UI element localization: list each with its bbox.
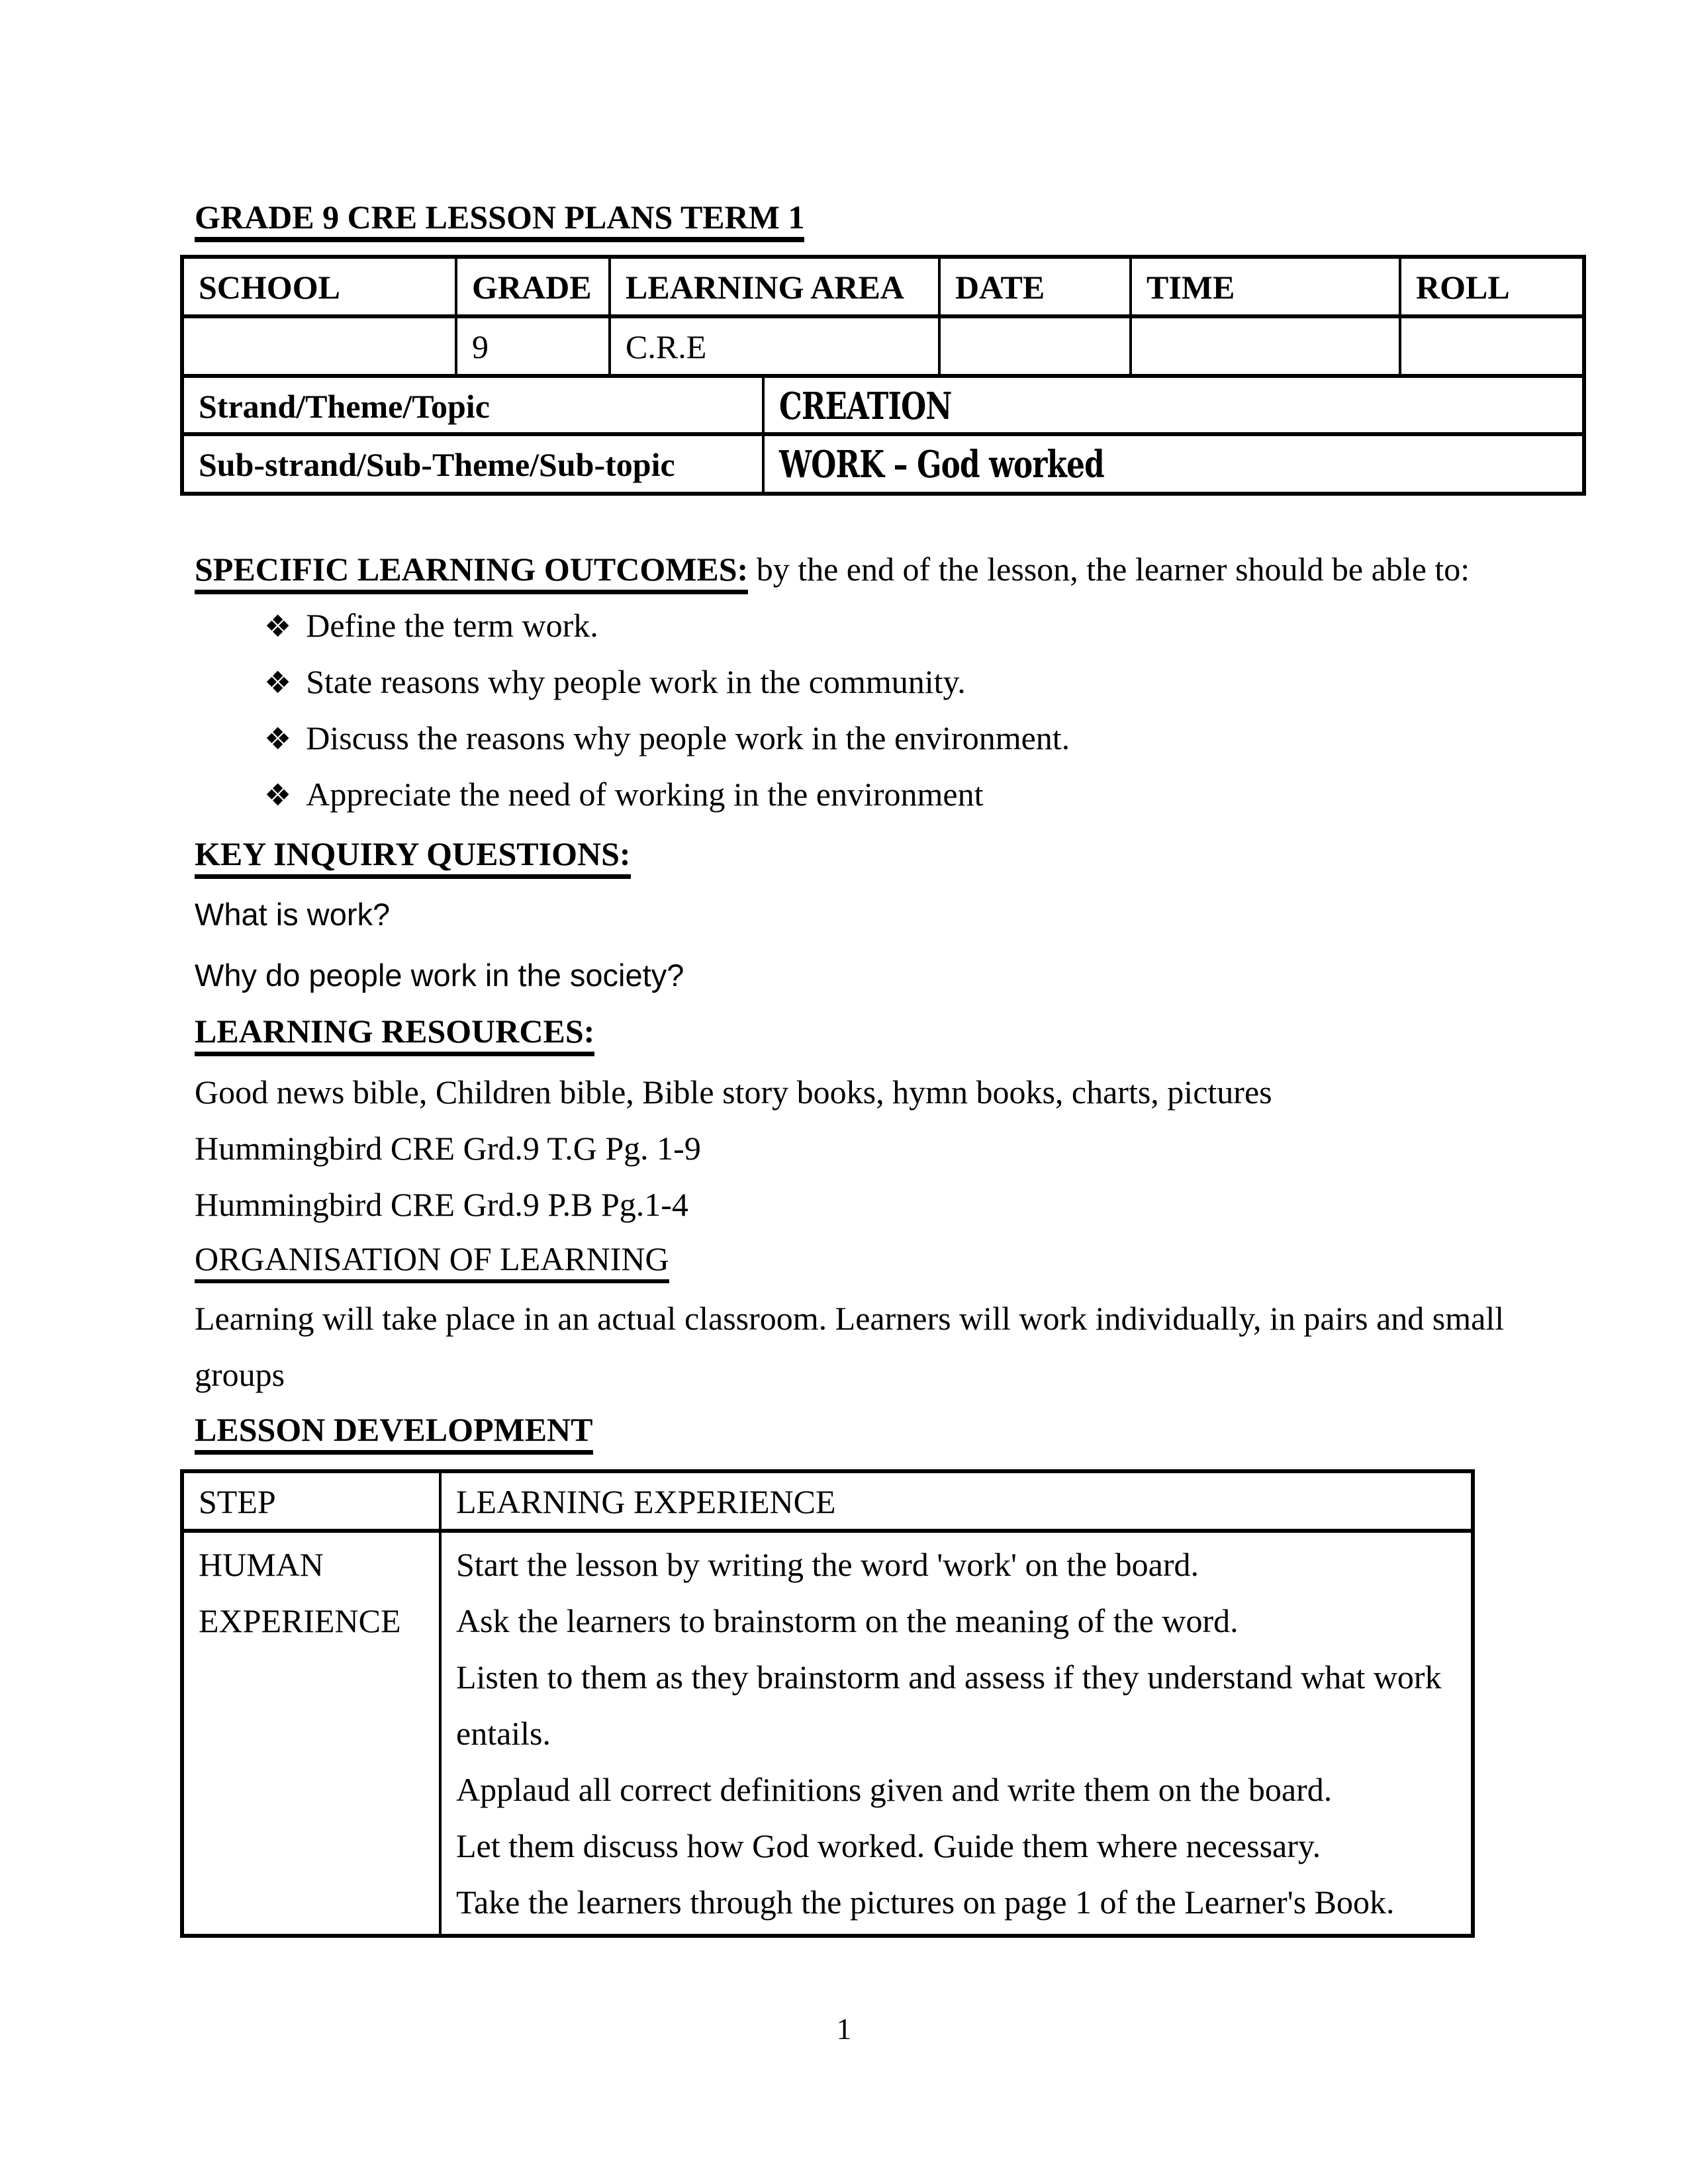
roll-header-cell: ROLL bbox=[1400, 257, 1584, 316]
lesson-info-header-row bbox=[182, 257, 1584, 316]
outcome-item bbox=[264, 774, 984, 815]
lesson-info-table bbox=[180, 255, 1586, 496]
step-value-text: HUMAN EXPERIENCE bbox=[199, 1546, 401, 1639]
lesson-development-body-row bbox=[182, 1531, 1473, 1936]
strand-value-text: CREATION bbox=[779, 385, 952, 428]
outcome-item bbox=[264, 718, 1070, 758]
specific-learning-outcomes-label: SPECIFIC LEARNING OUTCOMES: bbox=[195, 551, 748, 594]
experience-line: Take the learners through the pictures on page 1 of the Learner's Book. bbox=[456, 1884, 1395, 1921]
key-inquiry-heading-text: KEY INQUIRY QUESTIONS: bbox=[195, 835, 631, 879]
experience-line: Ask the learners to brainstorm on the meaning of the word. bbox=[456, 1602, 1239, 1639]
lesson-development-table bbox=[180, 1469, 1475, 1938]
learning-experience-cell bbox=[440, 1531, 1473, 1936]
outcome-item bbox=[264, 606, 598, 646]
diamond-bullet-icon: ❖ bbox=[264, 777, 292, 813]
specific-learning-outcomes-suffix: by the end of the lesson, the learner should be able to: bbox=[748, 551, 1470, 588]
strand-label-cell: Strand/Theme/Topic bbox=[182, 376, 763, 434]
page-number: 1 bbox=[836, 2012, 852, 2046]
substrand-row bbox=[182, 434, 1584, 494]
substrand-value-text: WORK – God worked bbox=[779, 443, 1104, 486]
resource-line: Good news bible, Children bible, Bible story books, hymn books, charts, pictures bbox=[195, 1073, 1272, 1111]
learning-experience-header-cell: LEARNING EXPERIENCE bbox=[440, 1471, 1473, 1531]
organisation-body: Learning will take place in an actual classroom. Learners will work individually, in pairs and small groups bbox=[195, 1300, 1505, 1393]
time-value-cell bbox=[1131, 316, 1400, 376]
specific-learning-outcomes-heading bbox=[195, 549, 1470, 589]
substrand-label-cell: Sub-strand/Sub-Theme/Sub-topic bbox=[182, 434, 763, 494]
outcome-text: Discuss the reasons why people work in the environment. bbox=[306, 719, 1070, 756]
experience-line: Applaud all correct definitions given and write them on the board. bbox=[456, 1771, 1333, 1808]
lesson-development-header-row bbox=[182, 1471, 1473, 1531]
page-title-text: GRADE 9 CRE LESSON PLANS TERM 1 bbox=[195, 199, 804, 242]
strand-value-cell bbox=[763, 376, 1584, 434]
experience-line: Let them discuss how God worked. Guide them where necessary. bbox=[456, 1827, 1321, 1864]
time-header-cell: TIME bbox=[1131, 257, 1400, 316]
date-header-cell: DATE bbox=[939, 257, 1131, 316]
inquiry-question: What is work? bbox=[195, 897, 391, 932]
learning-area-value-cell: C.R.E bbox=[610, 316, 939, 376]
strand-row bbox=[182, 376, 1584, 434]
step-header-cell: STEP bbox=[182, 1471, 440, 1531]
grade-value-cell: 9 bbox=[456, 316, 610, 376]
outcome-text: Appreciate the need of working in the environment bbox=[306, 776, 984, 813]
school-value-cell bbox=[182, 316, 456, 376]
outcome-item bbox=[264, 662, 966, 702]
outcome-text: State reasons why people work in the community. bbox=[306, 663, 966, 700]
experience-line: Start the lesson by writing the word 'work' on the board. bbox=[456, 1546, 1199, 1583]
key-inquiry-heading bbox=[195, 834, 631, 874]
roll-value-cell bbox=[1400, 316, 1584, 376]
outcome-text: Define the term work. bbox=[306, 607, 598, 644]
learning-resources-heading-text: LEARNING RESOURCES: bbox=[195, 1013, 594, 1056]
resource-line: Hummingbird CRE Grd.9 P.B Pg.1-4 bbox=[195, 1186, 688, 1223]
learning-area-header-cell: LEARNING AREA bbox=[610, 257, 939, 316]
lesson-development-heading bbox=[195, 1410, 593, 1449]
learning-resources-heading bbox=[195, 1011, 594, 1051]
organisation-heading bbox=[195, 1239, 669, 1279]
lesson-info-value-row bbox=[182, 316, 1584, 376]
page-title bbox=[195, 199, 804, 236]
experience-line: Listen to them as they brainstorm and assess if they understand what work entails. bbox=[456, 1659, 1442, 1752]
resource-line: Hummingbird CRE Grd.9 T.G Pg. 1-9 bbox=[195, 1130, 701, 1167]
organisation-heading-text: ORGANISATION OF LEARNING bbox=[195, 1240, 669, 1283]
lesson-development-heading-text: LESSON DEVELOPMENT bbox=[195, 1411, 593, 1455]
date-value-cell bbox=[939, 316, 1131, 376]
substrand-value-cell bbox=[763, 434, 1584, 494]
inquiry-question: Why do people work in the society? bbox=[195, 958, 684, 993]
diamond-bullet-icon: ❖ bbox=[264, 664, 292, 700]
diamond-bullet-icon: ❖ bbox=[264, 721, 292, 756]
grade-header-cell: GRADE bbox=[456, 257, 610, 316]
step-value-cell bbox=[182, 1531, 440, 1936]
school-header-cell: SCHOOL bbox=[182, 257, 456, 316]
diamond-bullet-icon: ❖ bbox=[264, 608, 292, 644]
